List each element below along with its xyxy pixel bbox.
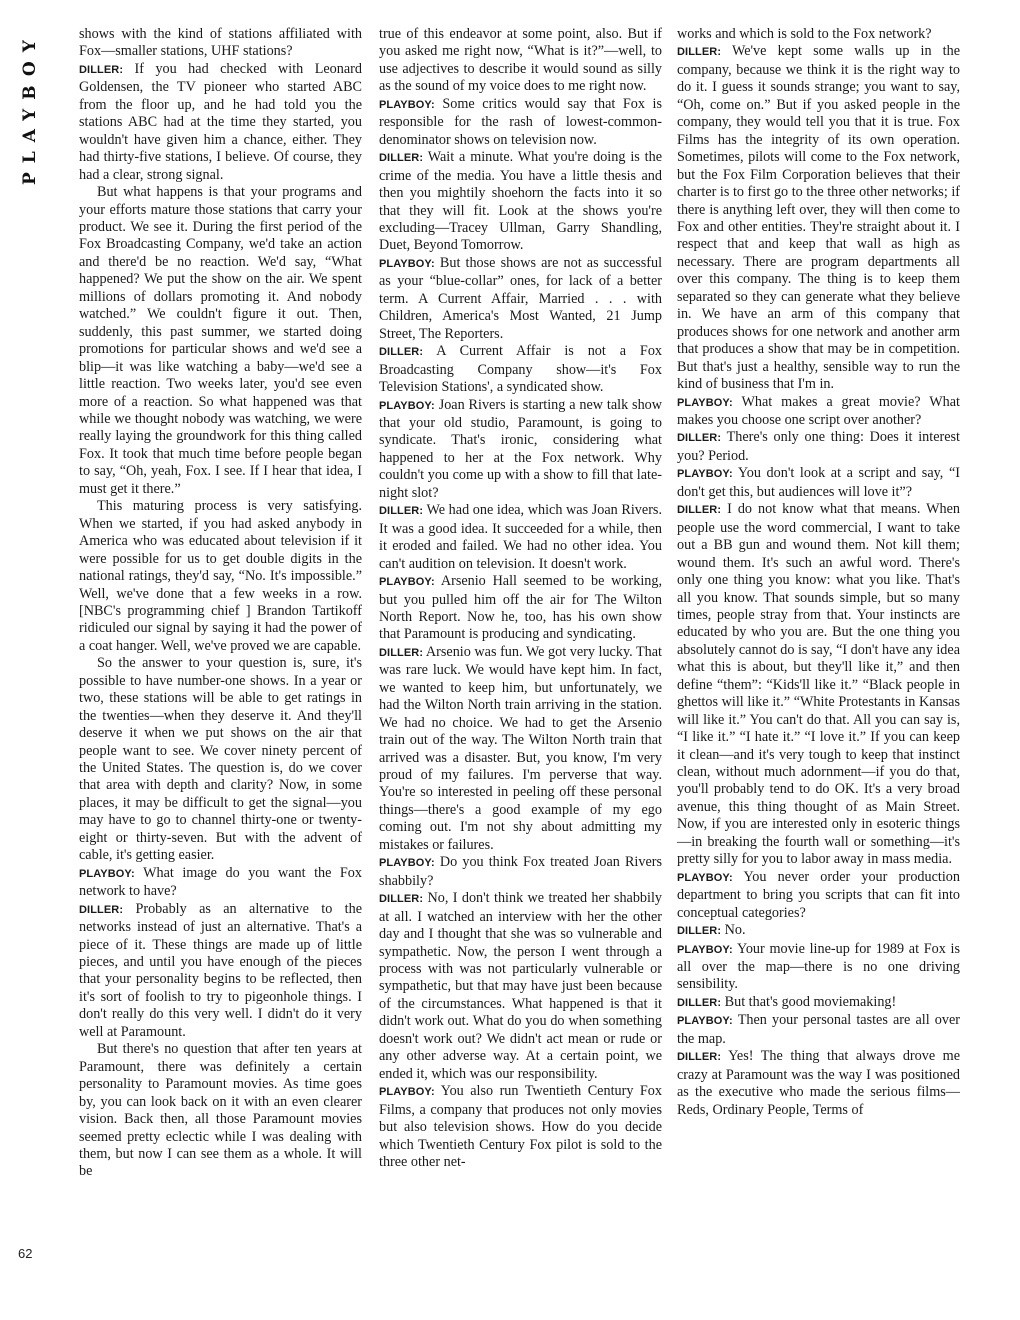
- speaker-label: PLAYBOY:: [379, 1086, 435, 1099]
- speaker-label: DILLER:: [79, 903, 124, 916]
- paragraph-text: You don't look at a script and say, “I don't get this, but audiences will love it”?: [677, 465, 960, 500]
- speaker-label: DILLER:: [677, 504, 722, 517]
- paragraph-text: No.: [724, 922, 746, 939]
- speaker-label: DILLER:: [79, 63, 124, 76]
- speaker-label: DILLER:: [379, 505, 424, 518]
- interview-exchange: [677, 941, 960, 994]
- speaker-label: PLAYBOY:: [79, 867, 135, 880]
- paragraph-text: So the answer to your question is, sure, it's possible to have number-one shows. In a year or two, these stations will be able to get ratings in the twenties—when they deserve it. And they'll deserve it when we put shows on the air that people want to see. We cover ninety percent of the United States. The question is, do we cover that area with depth and clarity? Now, in some places, it may be difficult to get the signal—you may have to go to channel thirty-one or twenty-eight or thirty-seven. But with the advent of cable, it's getting easier.: [79, 655, 362, 864]
- speaker-label: PLAYBOY:: [677, 468, 733, 481]
- interview-exchange: [677, 869, 960, 922]
- paragraph-text: You also run Twentieth Century Fox Films, a company that produces not only movies but also television shows. How do you decide which Twentieth Century Fox pilot is sold to the three other net-: [379, 1083, 662, 1170]
- paragraph-text: We had one idea, which was Joan Rivers. It was a good idea. It succeeded for a while, then it eroded and failed. We had no other idea. You can't audition on television. It doesn't work.: [379, 502, 662, 572]
- body-paragraph: [79, 655, 362, 864]
- paragraph-text: Yes! The thing that always drove me crazy at Paramount was the way I was positioned as the executive who made the serious films—Reds, Ordinary People, Terms of: [677, 1048, 960, 1118]
- text-column-1: [79, 26, 362, 1181]
- paragraph-text: But what happens is that your programs and your efforts mature those stations that carry your product. We see it. During the first period of the Fox Broadcasting Company, we'd take an action and there'd be no reaction. We'd say, “What happened? We put the show on the air. We spent millions of dollars promoting it. And nobody watched.” We couldn't figure it out. Then, suddenly, this past summer, we started doing promotions for particular shows and we'd see a blip—it was like watching a baby—we'd see a little reaction. Two weeks later, you'd see even more of a reaction. So what happened was that while we thought nobody was watching, we were really laying the groundwork for this thing called Fox. It took that much time before people began to say, “Oh, yeah, Fox. I see. If I hear that idea, I must get it there.”: [79, 184, 362, 497]
- interview-exchange: [677, 501, 960, 869]
- interview-exchange: [677, 922, 960, 940]
- body-paragraph: [79, 498, 362, 655]
- speaker-label: PLAYBOY:: [379, 857, 435, 870]
- interview-exchange: [677, 43, 960, 393]
- interview-exchange: [379, 890, 662, 1083]
- interview-exchange: [677, 994, 960, 1012]
- paragraph-text: No, I don't think we treated her shabbily at all. I watched an interview with her the other day and I thought that she was so vulnerable and sympathetic. Now, the person I went through a process with was not particularly vulnerable or sympathetic, but that may have just been because of the circumstances. What happened is that it didn't work out. What do you do when something doesn't work out? We didn't act mean or rude or any other adverse way. At a certain point, we ended it, which was our responsibility.: [379, 890, 663, 1082]
- paragraph-text: Some critics would say that Fox is responsible for the rash of lowest-common-denominator shows on television now.: [379, 95, 662, 148]
- paragraph-text: This maturing process is very satisfying. When we started, if you had asked anybody in America who was educated about television if it were possible for us to get double digits in the national ratings, they'd say, “No. It's impossible.” Well, we've done that a few weeks in a row. [NBC's programming chief ] Brandon Tartikoff ridiculed our signal by saying it had the power of a coat hanger. Well, we've proved we are capable.: [79, 498, 362, 654]
- interview-exchange: [79, 865, 362, 901]
- interview-exchange: [379, 397, 662, 503]
- interview-exchange: [379, 255, 662, 343]
- body-paragraph: [677, 26, 960, 43]
- text-column-3: [677, 26, 960, 1119]
- interview-exchange: [79, 61, 362, 184]
- paragraph-text: A Current Affair is not a Fox Broadcasting Company show—it's Fox Television Stations', a syndicated show.: [379, 343, 663, 396]
- speaker-label: DILLER:: [677, 996, 722, 1009]
- magazine-logo: PLAYBOY: [20, 31, 40, 185]
- body-paragraph: [79, 1041, 362, 1181]
- body-paragraph: [79, 26, 362, 61]
- paragraph-text: You never order your production department to bring you scripts that can fit into conceptual categories?: [677, 868, 960, 921]
- interview-exchange: [379, 854, 662, 890]
- paragraph-text: Your movie line-up for 1989 at Fox is all over the map—there is no one driving sensibility.: [677, 940, 960, 993]
- paragraph-text: works and which is sold to the Fox network?: [677, 26, 932, 42]
- paragraph-text: Then your personal tastes are all over the map.: [677, 1012, 960, 1047]
- paragraph-text: Do you think Fox treated Joan Rivers shabbily?: [379, 854, 663, 889]
- speaker-label: DILLER:: [379, 893, 424, 906]
- paragraph-text: Wait a minute. What you're doing is the crime of the media. You have a little thesis and then you mightily shoehorn the facts into it so that they will fit. Look at the shows you're excluding—Tracey Ullman, Garry Shandling, Duet, Beyond Tomorrow.: [379, 149, 662, 254]
- interview-exchange: [677, 1048, 960, 1119]
- paragraph-text: If you had checked with Leonard Goldensen, the TV pioneer who started ABC from the floor up, and he had told you the stations ABC had at the time they started, you wouldn't have given him a chance, either. They had thirty-five stations, I believe. Of course, they had a clear, strong signal.: [79, 60, 362, 183]
- speaker-label: PLAYBOY:: [677, 1015, 733, 1028]
- paragraph-text: true of this endeavor at some point, also. But if you asked me right now, “What is it?”—well, to use adjectives to describe it would sound as silly as the sound of my voice does to me right now.: [379, 26, 662, 95]
- speaker-label: DILLER:: [379, 646, 424, 659]
- interview-exchange: [379, 343, 662, 396]
- speaker-label: DILLER:: [379, 346, 424, 359]
- speaker-label: PLAYBOY:: [677, 871, 733, 884]
- body-paragraph: [379, 26, 662, 96]
- body-paragraph: [79, 184, 362, 498]
- interview-exchange: [677, 429, 960, 465]
- speaker-label: DILLER:: [677, 432, 722, 445]
- speaker-label: DILLER:: [677, 1051, 722, 1064]
- speaker-label: PLAYBOY:: [379, 576, 435, 589]
- speaker-label: PLAYBOY:: [677, 943, 733, 956]
- speaker-label: PLAYBOY:: [379, 98, 435, 111]
- paragraph-text: I do not know what that means. When people use the word commercial, I want to take out a BB gun and wound them. Not kill them; wound them. It's such an awful word. There's only one thing you know: what you like. That's all you know. That sounds simple, but so many times, people stray from that. Your instincts are educated by who you are. But the one thing you absolutely cannot do is say, “I don't have any idea what this is about, but they'll like it,” and then define “them”: “Kids'll like it.” “Black people in ghettos will like it.” “White Protestants in Kansas will like it.” You can't do that. All you can say is, “I like it.” “I hate it.” “I love it.” If you can keep it clean—and it's very tough to keep that instinct clean, without much adornment—if you do that, you'll probably tend to do OK. It's a very broad avenue, this thing thought of as Main Street. Now, if you are interested only in esoteric things—in breaking the fourth wall or something—it's pretty silly for you to labor away in mass media.: [677, 501, 960, 868]
- interview-exchange: [379, 644, 662, 854]
- speaker-label: DILLER:: [379, 152, 424, 165]
- interview-exchange: [379, 96, 662, 149]
- paragraph-text: What image do you want the Fox network to have?: [79, 864, 362, 900]
- paragraph-text: Probably as an alternative to the networks instead of just an alternative. That's a piece of it. These things are made up of little pieces, and until you have enough of the pieces that your personality begins to be reflected, then it's sort of foolish to try to pigeonhole things. I don't really do this very well. I didn't do it very well at Paramount.: [79, 900, 362, 1040]
- paragraph-text: Arsenio was fun. We got very lucky. That was rare luck. We would have kept him. In fact, we wanted to keep him, but unfortunately, we had the Wilton North train arriving in the station. We had no choice. We had to get the Arsenio train out of the way. The Wilton North train that arrived was a disaster. But, you know, I'm very proud of my failures. I'm perverse that way. You're so interested in peeling off these personal things—there's a good example of my ego coming out. I'm not shy about admitting my mistakes or failures.: [379, 643, 662, 853]
- interview-exchange: [379, 149, 662, 255]
- paragraph-text: But there's no question that after ten years at Paramount, there was definitely a certain personality to Paramount movies. As time goes by, you can look back on it with an even clearer vision. Back then, all those Paramount movies seemed pretty eclectic while I was dealing with them, but now I can see them as a whole. It will be: [79, 1041, 362, 1180]
- paragraph-text: There's only one thing: Does it interest you? Period.: [677, 429, 960, 464]
- paragraph-text: Arsenio Hall seemed to be working, but you pulled him off the air for The Wilton North Report. Now he, too, has his own show that Paramount is producing and syndicating.: [379, 573, 663, 643]
- interview-exchange: [379, 502, 662, 573]
- interview-exchange: [677, 394, 960, 430]
- paragraph-text: But those shows are not as successful as your “blue-collar” ones, for lack of a better term. A Current Affair, Married . . . with Children, America's Most Wanted, 21 Jump Street, The Reporters.: [379, 254, 663, 342]
- paragraph-text: Joan Rivers is starting a new talk show that your old studio, Paramount, is going to syndicate. That's ironic, considering what happened to her at the Fox network. Why couldn't you come up with a show to fill that late-night slot?: [379, 396, 662, 501]
- paragraph-text: But that's good moviemaking!: [724, 993, 897, 1010]
- interview-exchange: [677, 1012, 960, 1048]
- speaker-label: DILLER:: [677, 46, 722, 59]
- interview-exchange: [677, 465, 960, 501]
- interview-exchange: [79, 901, 362, 1042]
- interview-exchange: [379, 1083, 662, 1171]
- speaker-label: PLAYBOY:: [379, 257, 435, 270]
- text-column-2: [379, 26, 662, 1171]
- interview-exchange: [379, 573, 662, 644]
- paragraph-text: What makes a great movie? What makes you choose one script over another?: [677, 393, 960, 428]
- page-number: 62: [18, 1246, 33, 1261]
- paragraph-text: shows with the kind of stations affiliated with Fox—smaller stations, UHF stations?: [79, 26, 362, 60]
- paragraph-text: We've kept some walls up in the company, because we think it is the right way to do it. I guess it sounds strange; you want to say, “Oh, come on.” But if you asked people in the company, they would tell you that it is true. Fox Films has the integrity of its own operation. Sometimes, pilots will come to the Fox network, but the Fox Film Corporation believes that their charter is to first go to the three other networks; if there is anything left over, they will then come to Fox and other entities. They're straight about it. I respect that and keep that wall as high as necessary. There are program departments all over this company. The thing is to keep them separated so they can generate what they believe in. We have an arm of this company that produces shows for one network and another arm that produces a show that may be in competition. But that's just a healthy, sensible way to run the kind of business that I'm in.: [677, 43, 960, 393]
- speaker-label: PLAYBOY:: [677, 396, 733, 409]
- speaker-label: DILLER:: [677, 925, 722, 938]
- speaker-label: PLAYBOY:: [379, 399, 435, 412]
